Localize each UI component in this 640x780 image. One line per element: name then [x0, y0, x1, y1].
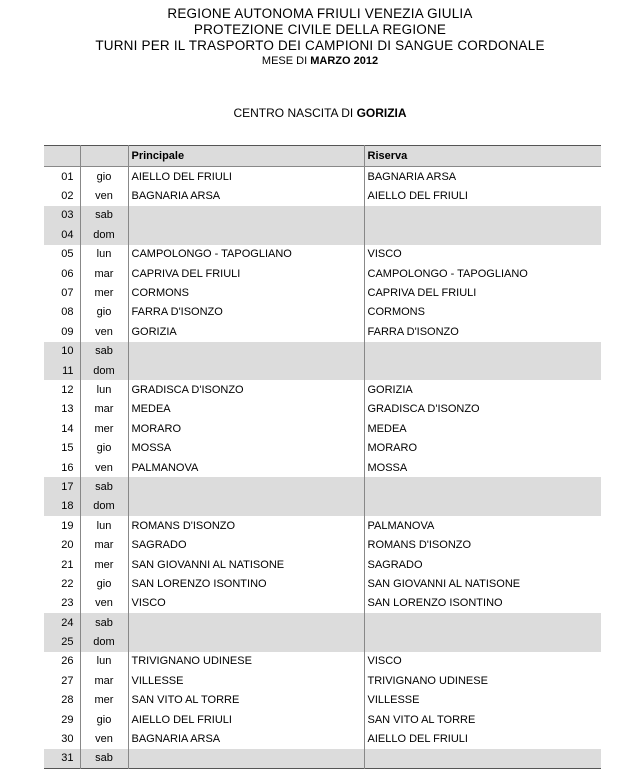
center-prefix: CENTRO NASCITA DI: [233, 106, 357, 120]
document-header: [0, 6, 640, 68]
table-row: [44, 206, 601, 225]
table-row: [44, 283, 601, 302]
cell-principale: TRIVIGNANO UDINESE: [128, 652, 364, 671]
cell-principale: CAMPOLONGO - TAPOGLIANO: [128, 245, 364, 264]
cell-weekday: ven: [80, 594, 128, 613]
cell-principale: VILLESSE: [128, 671, 364, 690]
cell-weekday: dom: [80, 361, 128, 380]
cell-principale: [128, 749, 364, 769]
cell-riserva: [364, 497, 601, 516]
table-row: [44, 225, 601, 244]
cell-riserva: PALMANOVA: [364, 516, 601, 535]
cell-principale: FARRA D'ISONZO: [128, 303, 364, 322]
cell-riserva: [364, 477, 601, 496]
column-header-day: [44, 146, 80, 167]
table-row: [44, 322, 601, 341]
table-row: [44, 361, 601, 380]
cell-riserva: SAGRADO: [364, 555, 601, 574]
cell-principale: [128, 206, 364, 225]
cell-riserva: ROMANS D'ISONZO: [364, 535, 601, 554]
cell-day: 23: [61, 597, 74, 610]
cell-weekday: sab: [80, 477, 128, 496]
birth-center-title: [0, 106, 640, 120]
table-row: [44, 671, 601, 690]
cell-weekday: sab: [80, 342, 128, 361]
cell-riserva: CORMONS: [364, 303, 601, 322]
table-row: [44, 264, 601, 283]
table-row: [44, 535, 601, 554]
table-row: [44, 167, 601, 187]
cell-riserva: [364, 225, 601, 244]
cell-weekday: ven: [80, 322, 128, 341]
cell-day: 16: [61, 461, 74, 474]
cell-weekday: sab: [80, 749, 128, 769]
cell-weekday: dom: [80, 632, 128, 651]
table-row: [44, 477, 601, 496]
cell-day: 03: [44, 206, 80, 225]
cell-riserva: SAN LORENZO ISONTINO: [364, 594, 601, 613]
cell-day: 21: [61, 558, 74, 571]
cell-weekday: mar: [80, 264, 128, 283]
cell-riserva: SAN VITO AL TORRE: [364, 710, 601, 729]
center-name: GORIZIA: [356, 106, 407, 120]
cell-day: 06: [61, 267, 74, 280]
cell-weekday: mar: [80, 400, 128, 419]
cell-riserva: VISCO: [364, 652, 601, 671]
cell-riserva: GORIZIA: [364, 380, 601, 399]
cell-weekday: ven: [80, 186, 128, 205]
table-row: [44, 555, 601, 574]
cell-day: 01: [61, 170, 74, 183]
cell-principale: SAN LORENZO ISONTINO: [128, 574, 364, 593]
cell-weekday: lun: [80, 380, 128, 399]
cell-principale: CORMONS: [128, 283, 364, 302]
cell-riserva: [364, 749, 601, 769]
table-row: [44, 729, 601, 748]
table-header-row: [44, 146, 601, 167]
cell-principale: VISCO: [128, 594, 364, 613]
cell-weekday: mar: [80, 535, 128, 554]
table-row: [44, 497, 601, 516]
cell-principale: BAGNARIA ARSA: [128, 186, 364, 205]
cell-principale: PALMANOVA: [128, 458, 364, 477]
cell-day: 07: [61, 287, 74, 300]
cell-day: 17: [44, 477, 80, 496]
table-row: [44, 613, 601, 632]
cell-weekday: sab: [80, 206, 128, 225]
cell-day: 26: [61, 655, 74, 668]
cell-day: 31: [44, 749, 80, 769]
cell-day: 02: [61, 190, 74, 203]
cell-day: 24: [44, 613, 80, 632]
table-row: [44, 749, 601, 769]
cell-day: 25: [44, 632, 80, 651]
cell-day: 12: [61, 383, 74, 396]
cell-day: 08: [61, 306, 74, 319]
cell-day: 13: [61, 403, 74, 416]
cell-riserva: CAMPOLONGO - TAPOGLIANO: [364, 264, 601, 283]
cell-weekday: lun: [80, 245, 128, 264]
cell-principale: SAGRADO: [128, 535, 364, 554]
column-header-weekday: [80, 146, 128, 167]
cell-day: 05: [61, 248, 74, 261]
table-row: [44, 342, 601, 361]
cell-weekday: ven: [80, 729, 128, 748]
cell-riserva: TRIVIGNANO UDINESE: [364, 671, 601, 690]
schedule-title: TURNI PER IL TRASPORTO DEI CAMPIONI DI SANGUE CORDONALE: [95, 38, 545, 53]
region-title: REGIONE AUTONOMA FRIULI VENEZIA GIULIA: [167, 6, 473, 21]
cell-principale: SAN VITO AL TORRE: [128, 691, 364, 710]
cell-riserva: AIELLO DEL FRIULI: [364, 186, 601, 205]
cell-weekday: gio: [80, 574, 128, 593]
month-line: [0, 54, 640, 68]
table-row: [44, 438, 601, 457]
schedule-table: [44, 145, 601, 769]
cell-weekday: lun: [80, 652, 128, 671]
month-value: MARZO 2012: [310, 55, 379, 67]
cell-weekday: dom: [80, 497, 128, 516]
cell-day: 22: [61, 577, 74, 590]
cell-principale: BAGNARIA ARSA: [128, 729, 364, 748]
cell-principale: SAN GIOVANNI AL NATISONE: [128, 555, 364, 574]
department-title: PROTEZIONE CIVILE DELLA REGIONE: [193, 22, 447, 37]
table-row: [44, 419, 601, 438]
cell-principale: [128, 477, 364, 496]
table-row: [44, 516, 601, 535]
cell-riserva: MEDEA: [364, 419, 601, 438]
cell-principale: GORIZIA: [128, 322, 364, 341]
cell-weekday: dom: [80, 225, 128, 244]
cell-principale: GRADISCA D'ISONZO: [128, 380, 364, 399]
cell-riserva: AIELLO DEL FRIULI: [364, 729, 601, 748]
table-row: [44, 458, 601, 477]
month-prefix: MESE DI: [261, 55, 311, 67]
column-header-riserva: Riserva: [364, 146, 601, 167]
cell-riserva: [364, 613, 601, 632]
cell-principale: [128, 225, 364, 244]
cell-principale: CAPRIVA DEL FRIULI: [128, 264, 364, 283]
cell-weekday: ven: [80, 458, 128, 477]
cell-weekday: sab: [80, 613, 128, 632]
table-row: [44, 632, 601, 651]
cell-riserva: MOSSA: [364, 458, 601, 477]
cell-day: 11: [44, 361, 80, 380]
cell-principale: AIELLO DEL FRIULI: [128, 710, 364, 729]
cell-weekday: mer: [80, 555, 128, 574]
table-body: [44, 167, 601, 769]
cell-weekday: mer: [80, 419, 128, 438]
cell-principale: AIELLO DEL FRIULI: [128, 167, 364, 187]
cell-principale: MEDEA: [128, 400, 364, 419]
cell-principale: [128, 361, 364, 380]
cell-day: 29: [61, 713, 74, 726]
cell-weekday: gio: [80, 303, 128, 322]
cell-principale: [128, 497, 364, 516]
cell-riserva: [364, 206, 601, 225]
cell-riserva: [364, 361, 601, 380]
cell-riserva: [364, 632, 601, 651]
cell-day: 09: [61, 325, 74, 338]
cell-day: 14: [61, 422, 74, 435]
cell-principale: [128, 342, 364, 361]
table-row: [44, 574, 601, 593]
cell-day: 30: [61, 733, 74, 746]
cell-day: 04: [44, 225, 80, 244]
cell-day: 10: [44, 342, 80, 361]
cell-principale: MORARO: [128, 419, 364, 438]
cell-weekday: mer: [80, 283, 128, 302]
table-row: [44, 380, 601, 399]
table-row: [44, 710, 601, 729]
table-row: [44, 400, 601, 419]
table-row: [44, 652, 601, 671]
cell-riserva: MORARO: [364, 438, 601, 457]
cell-riserva: GRADISCA D'ISONZO: [364, 400, 601, 419]
cell-riserva: FARRA D'ISONZO: [364, 322, 601, 341]
cell-weekday: gio: [80, 710, 128, 729]
table-row: [44, 186, 601, 205]
cell-day: 27: [61, 674, 74, 687]
table-row: [44, 594, 601, 613]
cell-weekday: gio: [80, 167, 128, 187]
cell-weekday: lun: [80, 516, 128, 535]
table-row: [44, 691, 601, 710]
column-header-principale: Principale: [128, 146, 364, 167]
cell-day: 19: [61, 519, 74, 532]
cell-day: 28: [61, 694, 74, 707]
cell-riserva: CAPRIVA DEL FRIULI: [364, 283, 601, 302]
table-row: [44, 245, 601, 264]
cell-weekday: gio: [80, 438, 128, 457]
cell-riserva: BAGNARIA ARSA: [364, 167, 601, 187]
cell-principale: ROMANS D'ISONZO: [128, 516, 364, 535]
cell-riserva: SAN GIOVANNI AL NATISONE: [364, 574, 601, 593]
cell-principale: [128, 632, 364, 651]
cell-day: 15: [61, 442, 74, 455]
cell-day: 18: [44, 497, 80, 516]
cell-weekday: mer: [80, 691, 128, 710]
cell-principale: MOSSA: [128, 438, 364, 457]
table-row: [44, 303, 601, 322]
cell-weekday: mar: [80, 671, 128, 690]
cell-day: 20: [61, 539, 74, 552]
cell-principale: [128, 613, 364, 632]
cell-riserva: VISCO: [364, 245, 601, 264]
cell-riserva: [364, 342, 601, 361]
cell-riserva: VILLESSE: [364, 691, 601, 710]
